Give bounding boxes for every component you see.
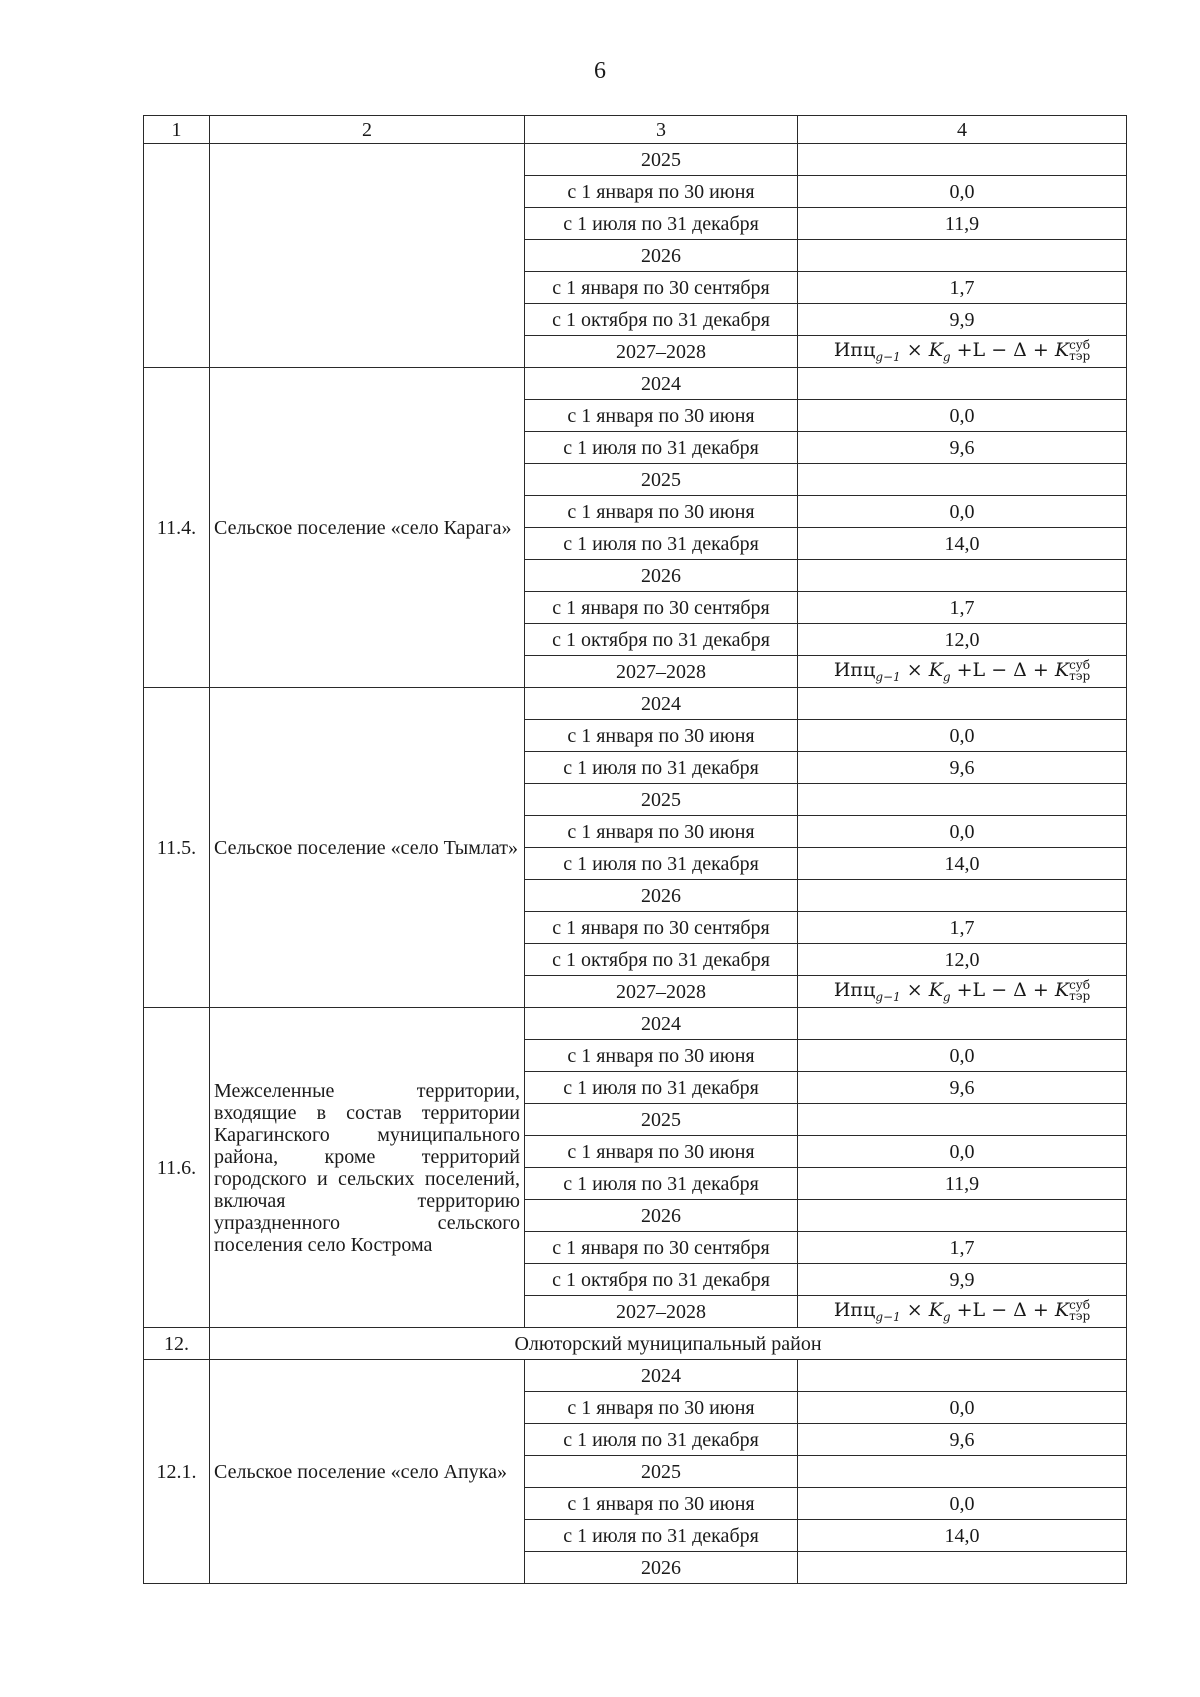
- settlement-name-cell: Сельское поселение «село Тымлат»: [210, 688, 525, 1008]
- header-cell: 2: [210, 116, 525, 144]
- value-cell: 1,7: [798, 1232, 1127, 1264]
- value-cell: 14,0: [798, 1520, 1127, 1552]
- value-cell: [798, 688, 1127, 720]
- indexation-formula: $Ипц_{g-1} \times K_g +L - \Delta + K$ суб тэр: [833, 337, 1091, 364]
- settlement-name-cell: Межселенные территории, входящие в состав территории Карагинского муниципального района, кроме территорий городского и сельских поселений, включая территорию упраздненного сельского поселения село Кострома: [210, 1008, 525, 1328]
- page-number: 6: [594, 58, 606, 84]
- value-cell: 14,0: [798, 528, 1127, 560]
- value-cell: 0,0: [798, 400, 1127, 432]
- row-number-cell: [144, 144, 210, 368]
- value-cell: [798, 1360, 1127, 1392]
- value-cell: 0,0: [798, 1392, 1127, 1424]
- value-cell: 0,0: [798, 720, 1127, 752]
- value-cell: 9,6: [798, 1072, 1127, 1104]
- period-cell: с 1 июля по 31 декабря: [525, 432, 798, 464]
- header-cell: 1: [144, 116, 210, 144]
- value-cell: 0,0: [798, 1040, 1127, 1072]
- value-cell: 12,0: [798, 624, 1127, 656]
- formula-cell: [798, 976, 1127, 1008]
- period-cell: с 1 октября по 31 декабря: [525, 1264, 798, 1296]
- value-cell: 9,9: [798, 1264, 1127, 1296]
- period-cell: с 1 января по 30 сентября: [525, 1232, 798, 1264]
- period-cell: 2025: [525, 144, 798, 176]
- row-number-cell: 12.1.: [144, 1360, 210, 1584]
- period-cell: с 1 июля по 31 декабря: [525, 848, 798, 880]
- row-number-cell: 11.5.: [144, 688, 210, 1008]
- value-cell: 0,0: [798, 1488, 1127, 1520]
- value-cell: [798, 368, 1127, 400]
- district-title: Олюторский муниципальный район: [210, 1328, 1127, 1360]
- formula-cell: [798, 656, 1127, 688]
- value-cell: [798, 1552, 1127, 1584]
- period-cell: 2024: [525, 1360, 798, 1392]
- period-cell: с 1 января по 30 июня: [525, 176, 798, 208]
- period-cell: 2026: [525, 240, 798, 272]
- period-cell: с 1 июля по 31 декабря: [525, 1072, 798, 1104]
- indexation-formula: $Ипц_{g-1} \times K_g +L - \Delta + K$ суб тэр: [833, 977, 1091, 1004]
- value-cell: 9,9: [798, 304, 1127, 336]
- row-number-cell: 12.: [144, 1328, 210, 1360]
- indexation-formula: $Ипц_{g-1} \times K_g +L - \Delta + K$ суб тэр: [833, 657, 1091, 684]
- period-cell: с 1 июля по 31 декабря: [525, 1520, 798, 1552]
- period-cell: 2027–2028: [525, 976, 798, 1008]
- period-cell: 2026: [525, 880, 798, 912]
- value-cell: [798, 1104, 1127, 1136]
- period-cell: 2027–2028: [525, 656, 798, 688]
- period-cell: с 1 октября по 31 декабря: [525, 624, 798, 656]
- period-cell: с 1 июля по 31 декабря: [525, 528, 798, 560]
- value-cell: 0,0: [798, 816, 1127, 848]
- value-cell: 1,7: [798, 592, 1127, 624]
- period-cell: с 1 июля по 31 декабря: [525, 752, 798, 784]
- table-row: [144, 688, 1127, 720]
- row-number-cell: 11.6.: [144, 1008, 210, 1328]
- row-number-cell: 11.4.: [144, 368, 210, 688]
- value-cell: 11,9: [798, 1168, 1127, 1200]
- value-cell: [798, 144, 1127, 176]
- value-cell: [798, 1008, 1127, 1040]
- value-cell: [798, 1200, 1127, 1232]
- period-cell: 2027–2028: [525, 1296, 798, 1328]
- period-cell: с 1 января по 30 июня: [525, 1136, 798, 1168]
- formula-cell: [798, 1296, 1127, 1328]
- table-row: [144, 1008, 1127, 1040]
- value-cell: 0,0: [798, 496, 1127, 528]
- value-cell: 0,0: [798, 1136, 1127, 1168]
- value-cell: [798, 464, 1127, 496]
- period-cell: с 1 января по 30 сентября: [525, 272, 798, 304]
- period-cell: с 1 октября по 31 декабря: [525, 944, 798, 976]
- settlement-name-cell: Сельское поселение «село Апука»: [210, 1360, 525, 1584]
- value-cell: 14,0: [798, 848, 1127, 880]
- table-row: [144, 368, 1127, 400]
- period-cell: 2025: [525, 464, 798, 496]
- value-cell: 1,7: [798, 272, 1127, 304]
- value-cell: [798, 240, 1127, 272]
- period-cell: 2025: [525, 1104, 798, 1136]
- value-cell: [798, 880, 1127, 912]
- period-cell: 2026: [525, 560, 798, 592]
- value-cell: 1,7: [798, 912, 1127, 944]
- period-cell: с 1 июля по 31 декабря: [525, 208, 798, 240]
- value-cell: [798, 1456, 1127, 1488]
- value-cell: 9,6: [798, 432, 1127, 464]
- tariff-table: [143, 115, 1127, 1584]
- period-cell: 2026: [525, 1200, 798, 1232]
- value-cell: 11,9: [798, 208, 1127, 240]
- value-cell: 9,6: [798, 752, 1127, 784]
- table-header-row: [144, 116, 1127, 144]
- header-cell: 4: [798, 116, 1127, 144]
- section-row: [144, 1328, 1127, 1360]
- settlement-name-cell: [210, 144, 525, 368]
- table-row: [144, 1360, 1127, 1392]
- period-cell: с 1 января по 30 июня: [525, 1040, 798, 1072]
- period-cell: с 1 июля по 31 декабря: [525, 1424, 798, 1456]
- period-cell: 2026: [525, 1552, 798, 1584]
- indexation-formula: $Ипц_{g-1} \times K_g +L - \Delta + K$ суб тэр: [833, 1297, 1091, 1324]
- period-cell: с 1 января по 30 июня: [525, 1488, 798, 1520]
- period-cell: 2024: [525, 368, 798, 400]
- period-cell: с 1 января по 30 сентября: [525, 592, 798, 624]
- period-cell: 2025: [525, 1456, 798, 1488]
- period-cell: с 1 июля по 31 декабря: [525, 1168, 798, 1200]
- period-cell: 2027–2028: [525, 336, 798, 368]
- period-cell: с 1 января по 30 июня: [525, 720, 798, 752]
- value-cell: 0,0: [798, 176, 1127, 208]
- period-cell: 2024: [525, 688, 798, 720]
- period-cell: с 1 января по 30 июня: [525, 1392, 798, 1424]
- period-cell: с 1 января по 30 июня: [525, 496, 798, 528]
- value-cell: [798, 784, 1127, 816]
- table-row: [144, 144, 1127, 176]
- period-cell: с 1 января по 30 июня: [525, 400, 798, 432]
- value-cell: [798, 560, 1127, 592]
- header-cell: 3: [525, 116, 798, 144]
- formula-cell: [798, 336, 1127, 368]
- period-cell: с 1 октября по 31 декабря: [525, 304, 798, 336]
- settlement-name-cell: Сельское поселение «село Карага»: [210, 368, 525, 688]
- period-cell: 2025: [525, 784, 798, 816]
- value-cell: 12,0: [798, 944, 1127, 976]
- value-cell: 9,6: [798, 1424, 1127, 1456]
- period-cell: 2024: [525, 1008, 798, 1040]
- period-cell: с 1 января по 30 сентября: [525, 912, 798, 944]
- period-cell: с 1 января по 30 июня: [525, 816, 798, 848]
